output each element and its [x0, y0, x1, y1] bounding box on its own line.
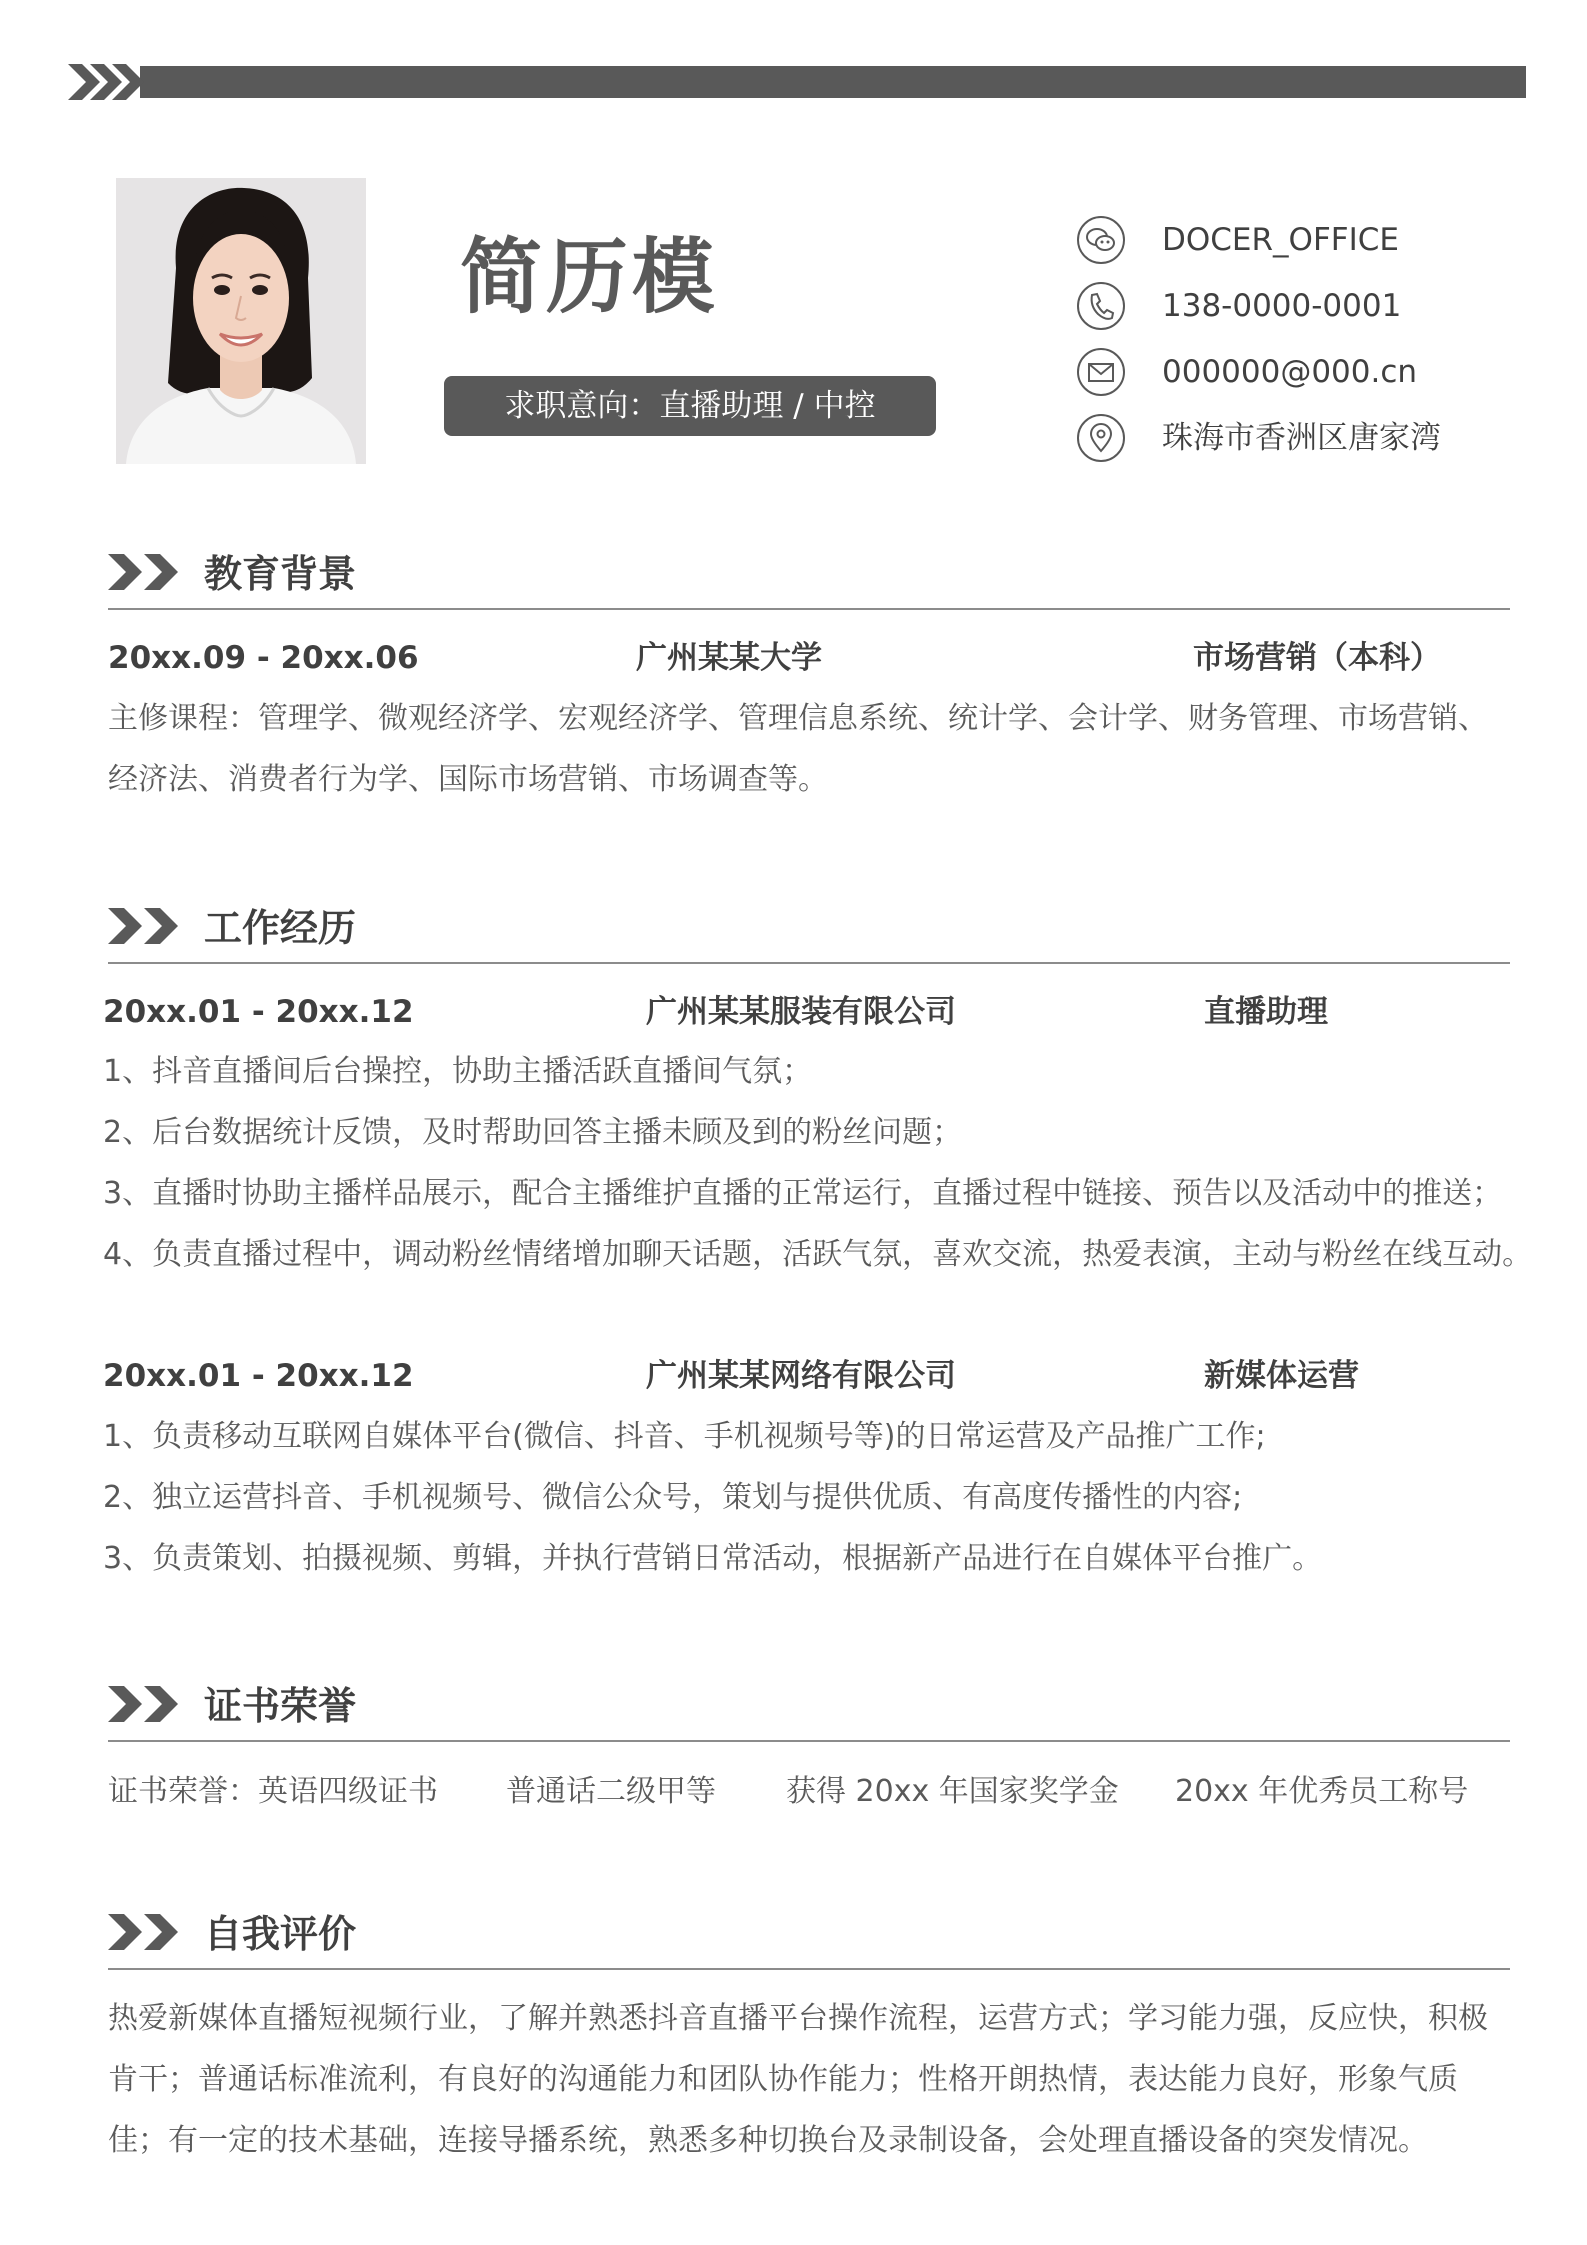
job-duty-item: 2、独立运营抖音、手机视频号、微信公众号，策划与提供优质、有高度传播性的内容;: [103, 1480, 1243, 1515]
top-chevron-icon: [68, 64, 144, 100]
contact-address: [1076, 410, 1546, 466]
section-education-header: [108, 546, 1510, 610]
phone-text: 138-0000-0001: [1162, 288, 1402, 324]
section-self-evaluation-header: [108, 1906, 1510, 1970]
email-icon: [1076, 347, 1126, 397]
section-title: 自我评价: [204, 1912, 357, 1956]
address-text: 珠海市香洲区唐家湾: [1162, 420, 1441, 456]
wechat-icon: [1076, 215, 1126, 265]
contact-phone: [1076, 278, 1546, 334]
section-certificates-header: [108, 1678, 1510, 1742]
name-heading: 简历模: [460, 230, 719, 325]
avatar: [116, 178, 366, 464]
job-period: 20xx.01 - 20xx.12: [103, 994, 414, 1030]
job-duty-item: 3、负责策划、拍摄视频、剪辑，并执行营销日常活动，根据新产品进行在自媒体平台推广。: [103, 1541, 1323, 1576]
job-period: 20xx.01 - 20xx.12: [103, 1358, 414, 1394]
education-school: 广州某某大学: [636, 640, 822, 676]
job-duty-item: 4、负责直播过程中，调动粉丝情绪增加聊天话题，活跃气氛，喜欢交流，热爱表演，主动与粉丝在线互动。: [103, 1237, 1533, 1272]
top-banner-bar: [140, 66, 1526, 98]
chevron-icon: [108, 554, 178, 590]
chevron-icon: [108, 1686, 178, 1722]
job-company: 广州某某服装有限公司: [646, 994, 956, 1030]
section-title: 教育背景: [204, 552, 357, 596]
job-duty-item: 1、抖音直播间后台操控，协助主播活跃直播间气氛；: [103, 1054, 813, 1089]
job-company: 广州某某网络有限公司: [646, 1358, 956, 1394]
education-courses: 主修课程：管理学、微观经济学、宏观经济学、管理信息系统、统计学、会计学、财务管理、市场营销、经济法、消费者行为学、国际市场营销、市场调查等。: [108, 701, 1488, 797]
certificate-item: 20xx 年优秀员工称号: [1175, 1774, 1469, 1809]
education-period: 20xx.09 - 20xx.06: [108, 640, 419, 676]
job-duty-item: 1、负责移动互联网自媒体平台(微信、抖音、手机视频号等)的日常运营及产品推广工作;: [103, 1419, 1266, 1454]
certificate-item: 普通话二级甲等: [506, 1774, 716, 1809]
job-role: 直播助理: [1204, 994, 1328, 1030]
contact-wechat: [1076, 212, 1546, 268]
chevron-icon: [108, 908, 178, 944]
self-evaluation-text: 热爱新媒体直播短视频行业，了解并熟悉抖音直播平台操作流程，运营方式；学习能力强，反应快，积极肯干；普通话标准流利，有良好的沟通能力和团队协作能力；性格开朗热情，表达能力良好，形象气质佳；有一定的技术基础，连接导播系统，熟悉多种切换台及录制设备，会处理直播设备的突发情况。: [108, 2001, 1488, 2158]
phone-icon: [1076, 281, 1126, 331]
certificate-item: 获得 20xx 年国家奖学金: [786, 1774, 1119, 1809]
section-title: 工作经历: [204, 906, 357, 950]
section-work-header: [108, 900, 1510, 964]
job-objective-badge: 求职意向：直播助理 / 中控: [444, 376, 936, 436]
portrait-image: [116, 178, 366, 464]
certificate-item: 证书荣誉：英语四级证书: [108, 1774, 438, 1809]
wechat-text: DOCER_OFFICE: [1162, 222, 1399, 258]
job-duty-item: 2、后台数据统计反馈，及时帮助回答主播未顾及到的粉丝问题；: [103, 1115, 963, 1150]
contact-email: [1076, 344, 1546, 400]
email-text: 000000@000.cn: [1162, 354, 1418, 390]
chevron-icon: [108, 1914, 178, 1950]
job-duty-item: 3、直播时协助主播样品展示，配合主播维护直播的正常运行，直播过程中链接、预告以及活动中的推送；: [103, 1176, 1503, 1211]
section-title: 证书荣誉: [204, 1684, 357, 1728]
location-icon: [1076, 413, 1126, 463]
job-role: 新媒体运营: [1204, 1358, 1359, 1394]
education-major: 市场营销（本科）: [1193, 640, 1441, 676]
